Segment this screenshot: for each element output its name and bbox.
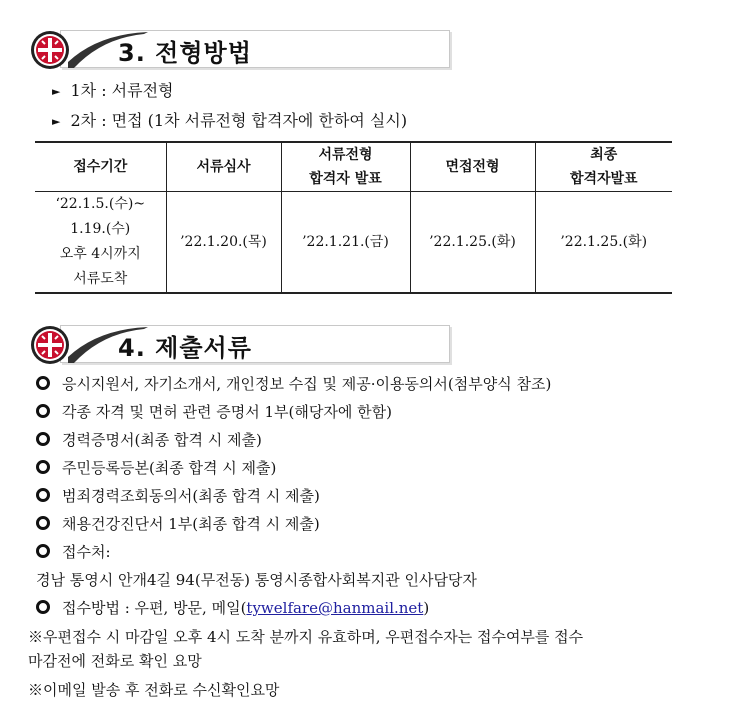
triangle-bullet-icon: ► xyxy=(52,115,61,128)
list-item: 각종 자격 및 면허 관련 증명서 1부(해당자에 한함) xyxy=(36,401,392,422)
list-item: 경력증명서(최종 합격 시 제출) xyxy=(36,429,262,450)
circle-bullet-icon xyxy=(36,544,50,558)
section-3-title: 3. 전형방법 xyxy=(118,39,252,67)
section-3-header xyxy=(30,30,450,70)
circle-bullet-icon xyxy=(36,600,50,614)
header-cell: 접수기간 xyxy=(35,142,166,192)
table-header-row xyxy=(35,142,672,192)
note-line: ※우편접수 시 마감일 오후 4시 도착 분까지 유효하며, 우편접수자는 접수여부를 접수 xyxy=(28,628,584,646)
circle-bullet-icon xyxy=(36,376,50,390)
triangle-bullet-icon: ► xyxy=(52,85,61,98)
step-1: ► 1차 : 서류전형 xyxy=(52,81,174,100)
table-row xyxy=(35,192,672,294)
list-item: 응시지원서, 자기소개서, 개인정보 수집 및 제공·이용동의서(첨부양식 참조) xyxy=(36,373,551,394)
table-cell: ’22.1.20.(목) xyxy=(166,192,281,294)
circle-bullet-icon xyxy=(36,404,50,418)
header-cell: 최종 합격자발표 xyxy=(535,142,672,192)
table-cell: ‘22.1.5.(수)~ 1.19.(수) 오후 4시까지 서류도착 xyxy=(35,192,166,294)
header-cell: 서류전형 합격자 발표 xyxy=(281,142,410,192)
table-cell: ’22.1.21.(금) xyxy=(281,192,410,294)
list-item: 주민등록등본(최종 합격 시 제출) xyxy=(36,457,276,478)
section-4-header xyxy=(30,325,450,365)
header-cell: 면접전형 xyxy=(410,142,535,192)
table-cell: ’22.1.25.(화) xyxy=(410,192,535,294)
email-link[interactable]: tywelfare@hanmail.net xyxy=(246,599,424,617)
header-cell: 서류심사 xyxy=(166,142,281,192)
list-item: 접수처: xyxy=(36,541,111,562)
circle-bullet-icon xyxy=(36,432,50,446)
submission-method: 접수방법 : 우편, 방문, 메일(tywelfare@hanmail.net) xyxy=(36,597,429,618)
caritas-logo-icon xyxy=(30,325,70,365)
note-line: 마감전에 전화로 확인 요망 xyxy=(28,652,202,670)
circle-bullet-icon xyxy=(36,488,50,502)
caritas-logo-icon xyxy=(30,30,70,70)
address-text: 경남 통영시 안개4길 94(무전동) 통영시종합사회복지관 인사담당자 xyxy=(36,571,477,589)
circle-bullet-icon xyxy=(36,460,50,474)
table-cell: ’22.1.25.(화) xyxy=(535,192,672,294)
step-2: ► 2차 : 면접 (1차 서류전형 합격자에 한하여 실시) xyxy=(52,111,408,130)
list-item: 채용건강진단서 1부(최종 합격 시 제출) xyxy=(36,513,320,534)
section-4-title: 4. 제출서류 xyxy=(118,334,252,362)
schedule-table xyxy=(35,141,672,294)
circle-bullet-icon xyxy=(36,516,50,530)
list-item: 범죄경력조회동의서(최종 합격 시 제출) xyxy=(36,485,320,506)
note-line: ※이메일 발송 후 전화로 수신확인요망 xyxy=(28,681,280,699)
